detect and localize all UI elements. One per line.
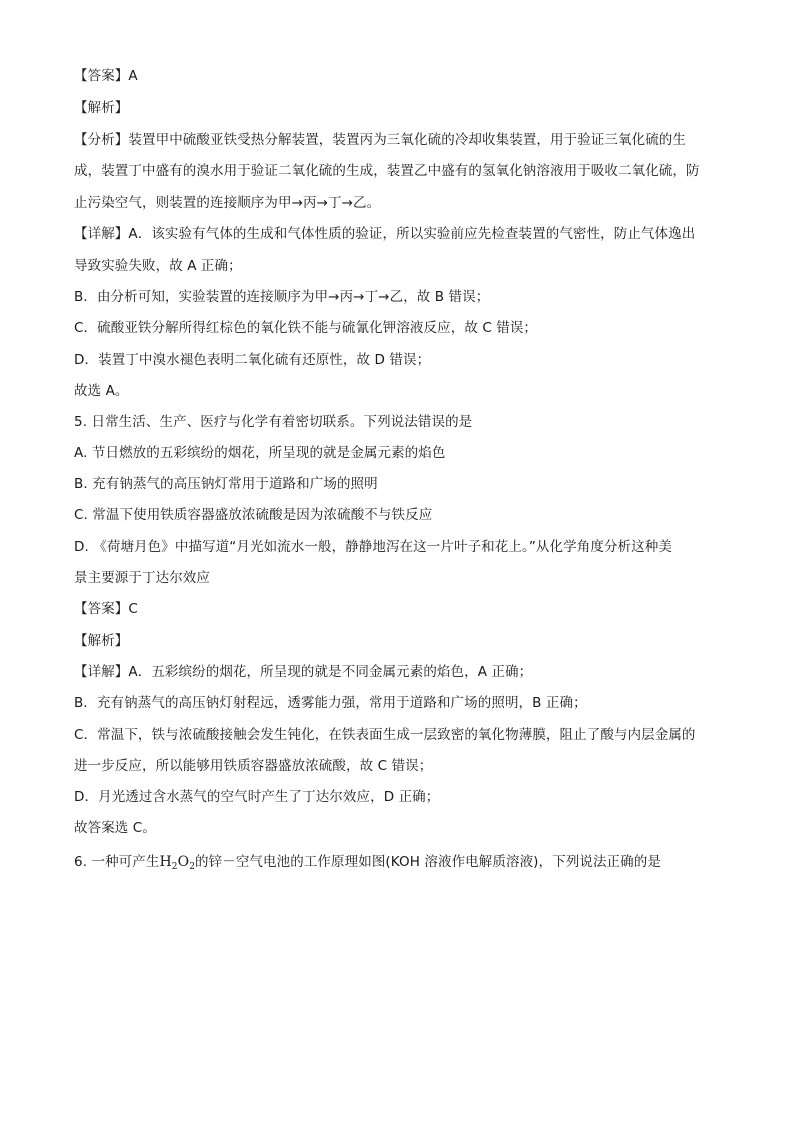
formula-sub-2: 2 <box>189 862 196 872</box>
q4-detail-d: D．装置丁中溴水褪色表明二氧化硫有还原性，故 D 错误； <box>74 352 431 368</box>
formula-sub-1: 2 <box>171 862 178 872</box>
q4-detail-b: B．由分析可知，实验装置的连接顺序为甲→丙→丁→乙，故 B 错误； <box>74 289 490 305</box>
q5-detail-c-line-2: 进一步反应，所以能够用铁质容器盛放浓硫酸，故 C 错误； <box>74 758 433 774</box>
q5-option-a: A. 节日燃放的五彩缤纷的烟花，所呈现的就是金属元素的焰色 <box>74 445 446 461</box>
q4-fenxi-line-2: 成，装置丁中盛有的溴水用于验证二氧化硫的生成，装置乙中盛有的氢氧化钠溶液用于吸收二氧化硫，防 <box>74 163 700 179</box>
q4-analysis-label: 【解析】 <box>74 100 129 116</box>
q5-analysis-label: 【解析】 <box>74 633 129 649</box>
q5-detail-a: 【详解】A．五彩缤纷的烟花，所呈现的就是不同金属元素的焰色，A 正确； <box>74 664 533 680</box>
q6-stem <box>74 852 724 877</box>
q5-option-d-line-2: 景主要源于丁达尔效应 <box>74 570 210 586</box>
q6-stem-prefix: 6. 一种可产生 <box>74 854 160 870</box>
formula-o: O <box>177 854 190 870</box>
q4-conclusion: 故选 A。 <box>74 383 129 399</box>
q5-option-d-line-1: D. 《荷塘月色》中描写道“月光如流水一般，静静地泻在这一片叶子和花上。”从化学角度分析这种美 <box>74 539 672 555</box>
h2o2-formula <box>159 854 195 870</box>
q4-answer: 【答案】A <box>74 68 138 84</box>
q5-detail-c-line-1: C．常温下，铁与浓硫酸接触会发生钝化，在铁表面生成一层致密的氧化物薄膜，阻止了酸与内层金属的 <box>74 727 696 743</box>
q5-option-c: C. 常温下使用铁质容器盛放浓硫酸是因为浓硫酸不与铁反应 <box>74 507 433 523</box>
q4-fenxi-line-1: 【分析】装置甲中硫酸亚铁受热分解装置，装置丙为三氧化硫的冷却收集装置，用于验证三氧化硫的生 <box>74 132 686 148</box>
q5-stem: 5. 日常生活、生产、医疗与化学有着密切联系。下列说法错误的是 <box>74 414 473 430</box>
formula-h: H <box>159 854 172 870</box>
q5-detail-b: B．充有钠蒸气的高压钠灯射程远，透雾能力强，常用于道路和广场的照明，B 正确； <box>74 695 587 711</box>
q4-detail-c: C．硫酸亚铁分解所得红棕色的氧化铁不能与硫氰化钾溶液反应，故 C 错误； <box>74 320 538 336</box>
q4-detail-line-2: 导致实验失败，故 A 正确； <box>74 258 242 274</box>
q5-answer: 【答案】C <box>74 601 138 617</box>
q5-detail-d: D．月光透过含水蒸气的空气时产生了丁达尔效应，D 正确； <box>74 789 440 805</box>
q4-fenxi-line-3: 止污染空气，则装置的连接顺序为甲→丙→丁→乙。 <box>74 195 381 211</box>
q6-stem-suffix: 的锌－空气电池的工作原理如图(KOH 溶液作电解质溶液)，下列说法正确的是 <box>195 854 661 870</box>
q4-detail-line-1: 【详解】A．该实验有气体的生成和气体性质的验证，所以实验前应先检查装置的气密性，防止气体逸出 <box>74 226 696 242</box>
q5-conclusion: 故答案选 C。 <box>74 820 156 836</box>
q5-option-b: B. 充有钠蒸气的高压钠灯常用于道路和广场的照明 <box>74 476 378 492</box>
